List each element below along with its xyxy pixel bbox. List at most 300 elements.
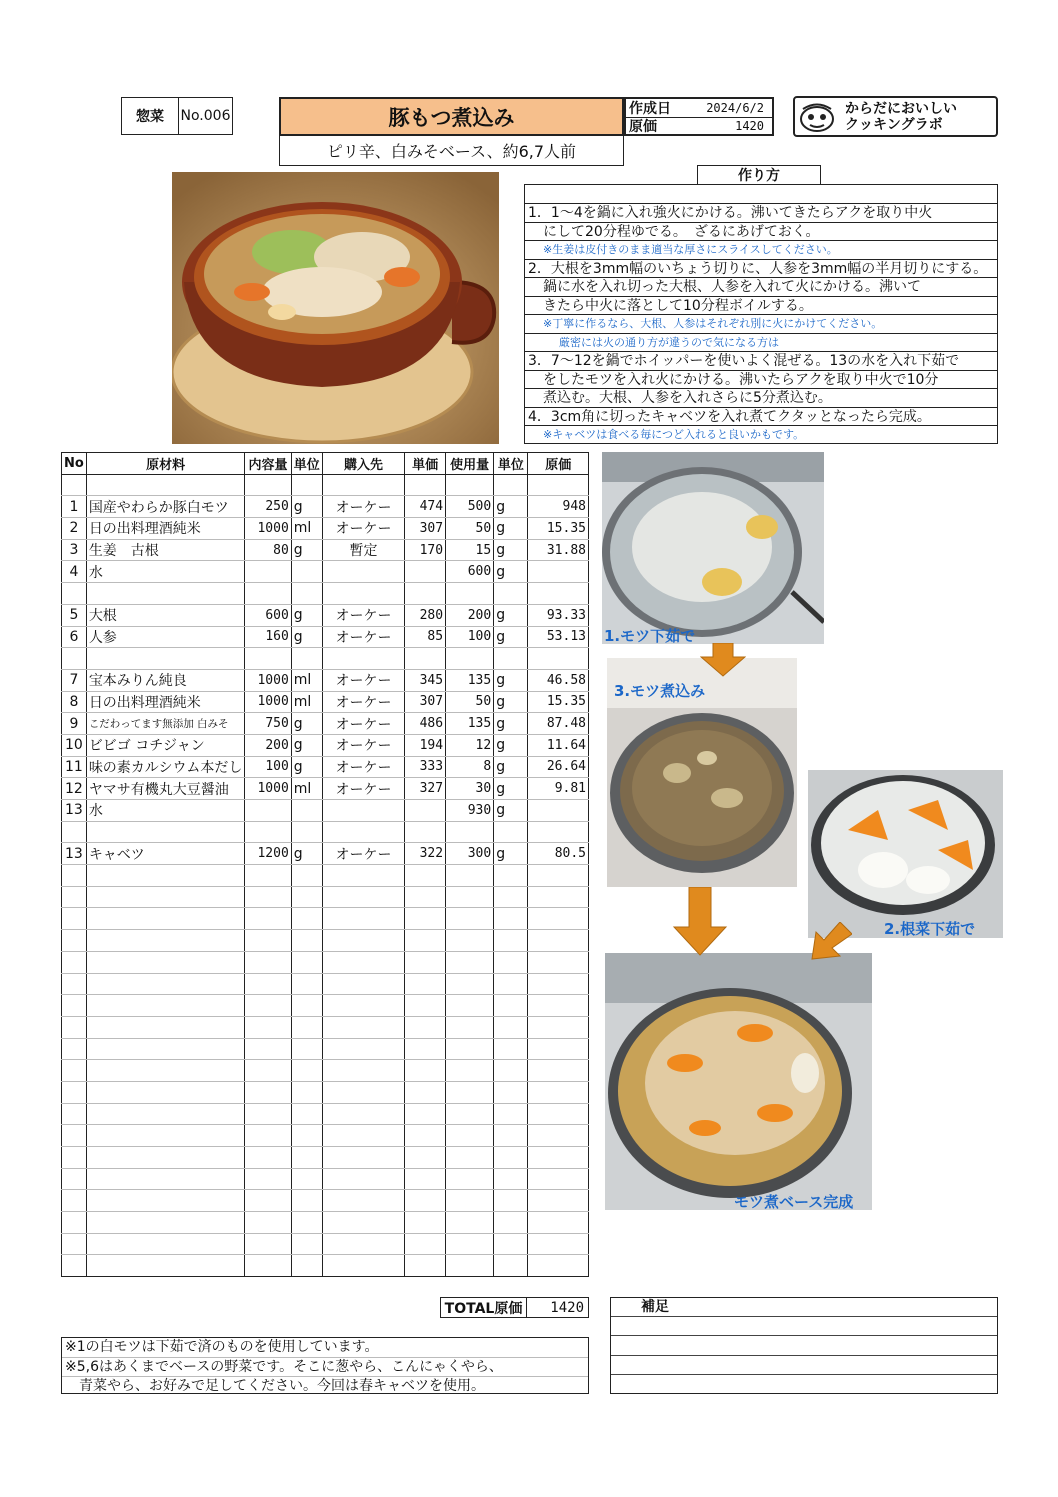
cell-price: 307: [405, 518, 446, 540]
cell-used-unit: g: [494, 756, 528, 778]
cell-ingredient: ヤマサ有機丸大豆醤油: [86, 778, 245, 800]
table-row: [62, 865, 589, 887]
cell-no: [62, 1190, 87, 1212]
cell-used: [446, 1255, 494, 1277]
cell-used: [446, 930, 494, 952]
logo-line1: からだにおいしい: [845, 100, 957, 117]
cell-price: [405, 1168, 446, 1190]
cell-cost: [528, 1038, 589, 1060]
col-header-no: No: [62, 453, 87, 475]
cell-used-unit: [494, 865, 528, 887]
cell-no: [62, 1255, 87, 1277]
cell-content: [245, 1168, 291, 1190]
cell-content: 750: [245, 713, 291, 735]
cell-store: [322, 1190, 404, 1212]
cell-no: 6: [62, 626, 87, 648]
cell-unit: [291, 474, 322, 496]
cell-no: [62, 1125, 87, 1147]
cell-used: 8: [446, 756, 494, 778]
arrow-down-icon: [700, 643, 746, 677]
cell-content: 160: [245, 626, 291, 648]
cell-cost: [528, 865, 589, 887]
supplement-line: [611, 1317, 997, 1336]
cell-cost: [528, 908, 589, 930]
cell-store: [322, 1255, 404, 1277]
cell-cost: [528, 474, 589, 496]
cell-no: 11: [62, 756, 87, 778]
cell-price: 322: [405, 843, 446, 865]
cell-no: [62, 648, 87, 670]
howto-line: をしたモツを入れ火にかける。沸いたらアクを取り中火で10分: [525, 371, 997, 390]
table-row: [62, 886, 589, 908]
cell-price: [405, 1016, 446, 1038]
cell-content: [245, 995, 291, 1017]
cost-label: 原価: [629, 119, 657, 136]
howto-line: 3．7～12を鍋でホイッパーを使いよく混ぜる。13の水を入れ下茹で: [525, 352, 997, 371]
cell-content: [245, 1016, 291, 1038]
recipe-subtitle: ピリ辛、白みそベース、約6,7人前: [279, 136, 624, 166]
cell-unit: g: [291, 604, 322, 626]
cell-used: 930: [446, 800, 494, 822]
cell-unit: ml: [291, 669, 322, 691]
cell-no: [62, 908, 87, 930]
cell-cost: 948: [528, 496, 589, 518]
cell-price: [405, 930, 446, 952]
cell-used: [446, 1103, 494, 1125]
cell-unit: ml: [291, 691, 322, 713]
cell-store: [322, 1103, 404, 1125]
cell-ingredient: 日の出料理酒純米: [86, 518, 245, 540]
cell-unit: [291, 648, 322, 670]
cell-used: 135: [446, 713, 494, 735]
cell-store: [322, 583, 404, 605]
cell-unit: [291, 973, 322, 995]
created-label: 作成日: [629, 100, 671, 117]
cell-no: [62, 1168, 87, 1190]
cell-used: [446, 995, 494, 1017]
cell-used-unit: g: [494, 561, 528, 583]
cell-used: 50: [446, 518, 494, 540]
cell-content: [245, 1103, 291, 1125]
cell-unit: [291, 1233, 322, 1255]
cell-used: [446, 951, 494, 973]
howto-note: ※キャベツは食べる毎につど入れると良いかもです。: [543, 428, 805, 441]
cell-used: [446, 1233, 494, 1255]
cell-used-unit: [494, 1081, 528, 1103]
cell-unit: [291, 1190, 322, 1212]
cell-unit: [291, 1103, 322, 1125]
category-label: 惣菜: [122, 98, 179, 134]
table-row: [62, 713, 589, 735]
cell-store: オーケー: [322, 691, 404, 713]
col-header-used-unit: 単位: [494, 453, 528, 475]
table-row: [62, 778, 589, 800]
total-label: TOTAL原価: [441, 1298, 527, 1317]
cell-used-unit: [494, 1168, 528, 1190]
table-row: [62, 1255, 589, 1277]
table-row: [62, 1125, 589, 1147]
cell-used: 300: [446, 843, 494, 865]
cell-price: [405, 951, 446, 973]
cell-cost: 87.48: [528, 713, 589, 735]
cell-no: [62, 1038, 87, 1060]
cell-ingredient: [86, 1125, 245, 1147]
cell-content: [245, 1081, 291, 1103]
cell-price: 333: [405, 756, 446, 778]
cell-price: [405, 908, 446, 930]
cell-used-unit: [494, 951, 528, 973]
cell-store: オーケー: [322, 669, 404, 691]
cell-no: 2: [62, 518, 87, 540]
cell-unit: g: [291, 734, 322, 756]
howto-box: [524, 184, 998, 444]
cell-ingredient: 宝本みりん純良: [86, 669, 245, 691]
cell-store: [322, 1168, 404, 1190]
cell-unit: [291, 583, 322, 605]
cell-content: 1000: [245, 669, 291, 691]
cell-cost: [528, 951, 589, 973]
cell-store: [322, 821, 404, 843]
table-row: [62, 1016, 589, 1038]
cell-used: 100: [446, 626, 494, 648]
cell-used: [446, 821, 494, 843]
cell-used-unit: [494, 648, 528, 670]
cell-no: 1: [62, 496, 87, 518]
cell-unit: [291, 951, 322, 973]
cell-store: オーケー: [322, 756, 404, 778]
cell-ingredient: [86, 886, 245, 908]
cell-used: [446, 865, 494, 887]
cell-price: 194: [405, 734, 446, 756]
cell-store: オーケー: [322, 626, 404, 648]
cell-price: [405, 865, 446, 887]
cell-ingredient: 人参: [86, 626, 245, 648]
cell-content: [245, 1255, 291, 1277]
cell-price: 307: [405, 691, 446, 713]
cell-unit: [291, 1212, 322, 1234]
supplement-title: 補足: [611, 1298, 997, 1317]
cell-used: [446, 1016, 494, 1038]
cell-content: 1000: [245, 518, 291, 540]
howto-note: ※生姜は皮付きのまま適当な厚さにスライスしてください。: [525, 241, 997, 260]
table-row: [62, 908, 589, 930]
note-line: 青菜やら、お好みで足してください。今回は春キャベツを使用。: [65, 1378, 485, 1394]
table-row: [62, 1038, 589, 1060]
cell-content: [245, 908, 291, 930]
cell-content: 250: [245, 496, 291, 518]
final-caption: モツ煮ベース完成: [734, 1193, 854, 1211]
cell-content: 200: [245, 734, 291, 756]
cell-store: [322, 1060, 404, 1082]
table-row: [62, 1233, 589, 1255]
table-row: [62, 626, 589, 648]
supplement-line: [611, 1336, 997, 1355]
cell-content: [245, 973, 291, 995]
cell-store: オーケー: [322, 496, 404, 518]
step3-caption: 3.モツ煮込み: [614, 682, 706, 700]
cell-cost: [528, 1190, 589, 1212]
cell-used-unit: g: [494, 734, 528, 756]
cell-no: [62, 1212, 87, 1234]
cell-used-unit: [494, 821, 528, 843]
howto-line: 1．1～4を鍋に入れ強火にかける。沸いてきたらアクを取り中火: [525, 204, 997, 223]
howto-line: 4．3cm角に切ったキャベツを入れ煮てクタッとなったら完成。: [525, 408, 997, 427]
cell-ingredient: [86, 1038, 245, 1060]
cell-no: 7: [62, 669, 87, 691]
cell-no: 13: [62, 800, 87, 822]
cell-used: [446, 1168, 494, 1190]
cell-price: [405, 886, 446, 908]
cell-content: [245, 1038, 291, 1060]
cell-used-unit: [494, 1212, 528, 1234]
chef-face-icon: [795, 100, 839, 134]
arrow-down-icon: [672, 887, 728, 957]
cell-no: [62, 930, 87, 952]
cell-price: [405, 1233, 446, 1255]
cell-cost: [528, 561, 589, 583]
cell-store: [322, 561, 404, 583]
table-row: [62, 995, 589, 1017]
table-row: [62, 1103, 589, 1125]
cell-unit: g: [291, 713, 322, 735]
cell-ingredient: キャベツ: [86, 843, 245, 865]
cell-content: [245, 865, 291, 887]
cell-ingredient: 日の出料理酒純米: [86, 691, 245, 713]
col-header-ingredient: 原材料: [86, 453, 245, 475]
total-value: 1420: [550, 1299, 584, 1316]
cell-content: [245, 1060, 291, 1082]
note-line: ※1の白モツは下茹で済のものを使用しています。: [62, 1338, 588, 1358]
cell-store: [322, 1212, 404, 1234]
cell-cost: [528, 930, 589, 952]
step2-photo: [808, 770, 1003, 938]
cell-ingredient: 生姜 古根: [86, 539, 245, 561]
cell-cost: [528, 1212, 589, 1234]
cell-no: 13: [62, 843, 87, 865]
cell-unit: [291, 1016, 322, 1038]
cell-price: 85: [405, 626, 446, 648]
cell-store: [322, 951, 404, 973]
cell-cost: [528, 886, 589, 908]
cell-cost: [528, 1081, 589, 1103]
cell-unit: [291, 886, 322, 908]
cell-ingredient: [86, 1060, 245, 1082]
cell-used-unit: [494, 474, 528, 496]
cell-store: [322, 1038, 404, 1060]
cell-used-unit: [494, 930, 528, 952]
cell-used: [446, 1212, 494, 1234]
cell-used: [446, 1190, 494, 1212]
cell-price: 170: [405, 539, 446, 561]
cell-used-unit: g: [494, 843, 528, 865]
howto-line: きたら中火に落として10分程ボイルする。: [525, 297, 997, 316]
table-row: [62, 930, 589, 952]
cell-used-unit: [494, 1125, 528, 1147]
table-row: [62, 821, 589, 843]
supplement-box: [610, 1297, 998, 1394]
cell-no: [62, 474, 87, 496]
howto-line: [525, 185, 997, 204]
cell-no: [62, 973, 87, 995]
cell-used: [446, 973, 494, 995]
cell-no: [62, 1103, 87, 1125]
cell-ingredient: [86, 1255, 245, 1277]
cell-unit: [291, 930, 322, 952]
cell-used: 50: [446, 691, 494, 713]
table-row: [62, 1212, 589, 1234]
cell-cost: 15.35: [528, 518, 589, 540]
cell-content: [245, 951, 291, 973]
cell-store: オーケー: [322, 604, 404, 626]
cell-unit: [291, 1060, 322, 1082]
cell-cost: 80.5: [528, 843, 589, 865]
cell-price: [405, 1060, 446, 1082]
cell-used: [446, 648, 494, 670]
howto-line: にして20分程ゆでる。 ざるにあげておく。: [525, 223, 997, 242]
cell-price: [405, 1147, 446, 1169]
cell-content: 600: [245, 604, 291, 626]
cell-content: [245, 1233, 291, 1255]
cell-store: [322, 1147, 404, 1169]
cell-used-unit: [494, 1103, 528, 1125]
recipe-number: No.006: [180, 108, 231, 124]
cell-cost: 9.81: [528, 778, 589, 800]
total-cost: [440, 1297, 589, 1318]
cell-unit: [291, 561, 322, 583]
cell-ingredient: [86, 1147, 245, 1169]
cell-cost: [528, 995, 589, 1017]
cell-no: [62, 1016, 87, 1038]
table-row: [62, 756, 589, 778]
cell-cost: 11.64: [528, 734, 589, 756]
table-row: [62, 539, 589, 561]
cell-no: 9: [62, 713, 87, 735]
cell-store: オーケー: [322, 713, 404, 735]
table-row: [62, 474, 589, 496]
supplement-line: [611, 1375, 997, 1394]
cell-price: [405, 1103, 446, 1125]
cell-content: [245, 474, 291, 496]
cell-no: [62, 1060, 87, 1082]
cell-cost: [528, 1060, 589, 1082]
cell-used-unit: [494, 1233, 528, 1255]
cell-store: [322, 1125, 404, 1147]
cell-used-unit: g: [494, 800, 528, 822]
cell-unit: [291, 821, 322, 843]
cell-unit: [291, 800, 322, 822]
cell-no: [62, 995, 87, 1017]
cell-ingredient: [86, 1233, 245, 1255]
cell-content: [245, 583, 291, 605]
cell-ingredient: [86, 1081, 245, 1103]
cell-store: [322, 995, 404, 1017]
cell-cost: 31.88: [528, 539, 589, 561]
table-row: [62, 1190, 589, 1212]
cell-content: [245, 648, 291, 670]
cell-price: 474: [405, 496, 446, 518]
cell-content: [245, 821, 291, 843]
step1-caption: 1.モツ下茹で: [604, 627, 696, 645]
table-row: [62, 669, 589, 691]
ingredients-table: [61, 452, 589, 1277]
col-header-content: 内容量: [245, 453, 291, 475]
cell-used-unit: [494, 1038, 528, 1060]
cell-used-unit: [494, 1190, 528, 1212]
step2-caption: 2.根菜下茹で: [884, 920, 976, 938]
cell-store: オーケー: [322, 778, 404, 800]
cell-used: [446, 1081, 494, 1103]
cell-unit: ml: [291, 518, 322, 540]
cell-cost: 26.64: [528, 756, 589, 778]
cell-ingredient: [86, 1168, 245, 1190]
cell-ingredient: ビビゴ コチジャン: [86, 734, 245, 756]
cell-unit: g: [291, 539, 322, 561]
cell-no: [62, 865, 87, 887]
cell-cost: [528, 1103, 589, 1125]
cell-store: オーケー: [322, 518, 404, 540]
table-row: [62, 843, 589, 865]
table-row: [62, 604, 589, 626]
cell-used-unit: [494, 908, 528, 930]
notes-box: [61, 1337, 589, 1394]
cell-no: [62, 1233, 87, 1255]
cell-no: [62, 951, 87, 973]
cell-content: 1200: [245, 843, 291, 865]
cell-price: [405, 474, 446, 496]
cell-cost: [528, 800, 589, 822]
cell-used-unit: [494, 886, 528, 908]
cell-price: 345: [405, 669, 446, 691]
final-photo: [605, 953, 872, 1210]
cell-store: [322, 1081, 404, 1103]
col-header-price: 単価: [405, 453, 446, 475]
cell-content: [245, 800, 291, 822]
cell-price: 486: [405, 713, 446, 735]
cell-store: [322, 908, 404, 930]
cell-price: 280: [405, 604, 446, 626]
cell-cost: [528, 1255, 589, 1277]
cell-unit: [291, 1255, 322, 1277]
cell-used: [446, 474, 494, 496]
table-header-row: [62, 453, 589, 475]
cell-unit: [291, 1168, 322, 1190]
arrow-down-left-icon: [810, 922, 852, 960]
table-row: [62, 648, 589, 670]
cell-cost: 15.35: [528, 691, 589, 713]
cell-used-unit: [494, 973, 528, 995]
cell-used: 30: [446, 778, 494, 800]
table-row: [62, 951, 589, 973]
cell-store: [322, 800, 404, 822]
cell-ingredient: [86, 995, 245, 1017]
cell-content: [245, 1212, 291, 1234]
cell-ingredient: [86, 951, 245, 973]
cell-price: [405, 800, 446, 822]
cell-store: [322, 1233, 404, 1255]
cell-no: 3: [62, 539, 87, 561]
cell-unit: [291, 1147, 322, 1169]
cell-ingredient: [86, 1212, 245, 1234]
cell-price: [405, 973, 446, 995]
cell-store: [322, 886, 404, 908]
cell-ingredient: [86, 1016, 245, 1038]
category-box: [121, 97, 233, 135]
cell-used-unit: [494, 995, 528, 1017]
meta-box: [624, 97, 774, 136]
cell-used: [446, 886, 494, 908]
cell-content: [245, 1147, 291, 1169]
cell-ingredient: [86, 474, 245, 496]
